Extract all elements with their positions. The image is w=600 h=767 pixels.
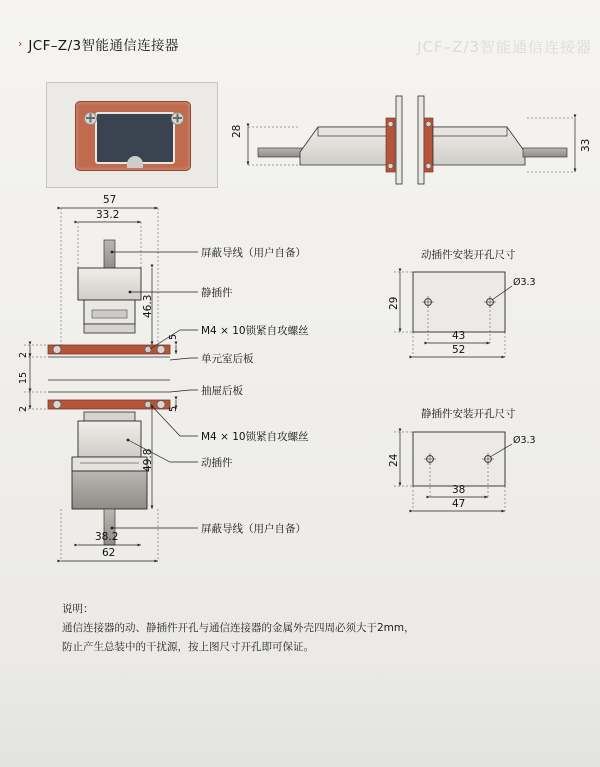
callout-screw-lower: M4 × 10锁紧自攻螺丝: [201, 431, 309, 443]
dim-top-left-28: 28: [231, 124, 243, 138]
note-line-1: 通信连接器的动、静插件开孔与通信连接器的金属外壳四周必须大于2mm，: [62, 622, 415, 634]
dim-5-upper: 5: [168, 333, 179, 340]
note-title: 说明：: [62, 603, 94, 615]
dim-2-upper: 2: [18, 351, 29, 358]
callout-screw-upper: M4 × 10锁紧自攻螺丝: [201, 325, 309, 337]
hole-pattern-2-title: 静插件安装开孔尺寸: [421, 408, 516, 420]
callout-moving-connector: 动插件: [201, 457, 233, 469]
dim-5-lower: 5: [168, 405, 179, 412]
callout-drawer-rear-panel: 抽屉后板: [201, 385, 243, 397]
callout-unit-rear-panel: 单元室后板: [201, 353, 254, 365]
hole-pattern-2-height: 24: [388, 453, 400, 467]
front-view: [24, 208, 198, 561]
dim-15: 15: [18, 371, 29, 384]
dim-57: 57: [103, 194, 117, 206]
callout-shield-wire-top: 屏蔽导线（用户自备）: [201, 247, 306, 259]
dim-46-3: 46.3: [142, 294, 154, 318]
ghost-watermark-title: JCF–Z/3智能通信连接器: [417, 38, 592, 56]
bullet-icon: ›: [18, 36, 23, 50]
top-side-view: [248, 96, 575, 184]
hole-pattern-2-outer-width: 47: [452, 498, 466, 510]
dim-62: 62: [102, 547, 116, 559]
dim-2-lower: 2: [18, 405, 29, 412]
callout-static-connector: 静插件: [201, 287, 233, 299]
hole-pattern-1-outer-width: 52: [452, 344, 466, 356]
hole-pattern-1-inner-width: 43: [452, 330, 466, 342]
note-line-2: 防止产生总装中的干扰源，按上图尺寸开孔即可保证。: [62, 641, 314, 653]
hole-pattern-2-inner-width: 38: [452, 484, 466, 496]
page-title: JCF–Z/3智能通信连接器: [28, 38, 179, 54]
hole-pattern-1-diameter: Ø3.3: [513, 277, 536, 288]
dim-49-8: 49.8: [142, 448, 154, 472]
callout-shield-wire-bottom: 屏蔽导线（用户自备）: [201, 523, 306, 535]
dim-33-2: 33.2: [96, 209, 120, 221]
hole-pattern-1-title: 动插件安装开孔尺寸: [421, 249, 516, 261]
hole-pattern-2-diameter: Ø3.3: [513, 435, 536, 446]
note-block: [62, 600, 442, 657]
dim-38-2: 38.2: [95, 531, 119, 543]
hole-pattern-1-height: 29: [388, 296, 400, 310]
dim-top-right-33: 33: [580, 138, 592, 152]
